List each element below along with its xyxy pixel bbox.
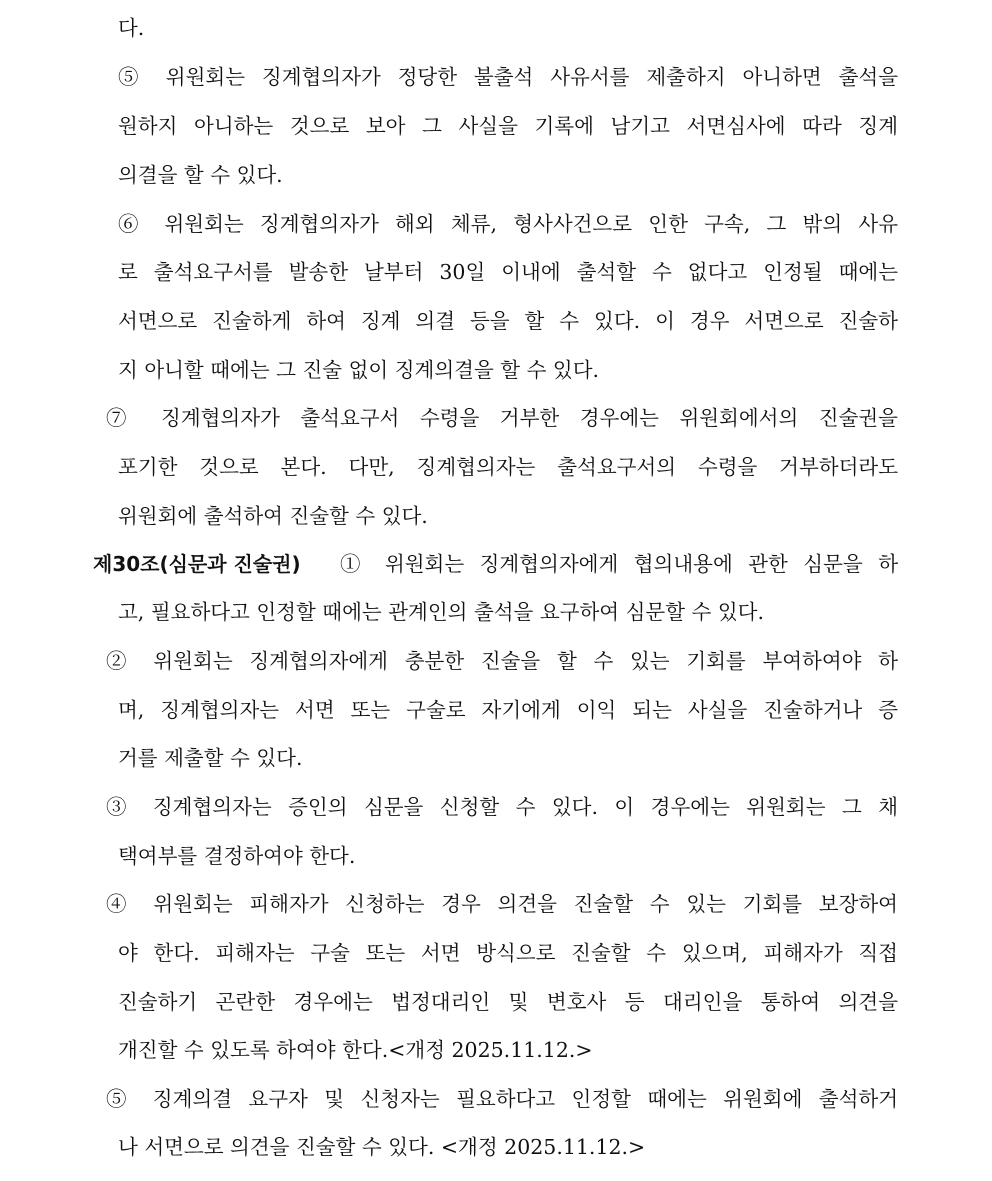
line-text: 서면으로 진술하게 하여 징계 의결 등을 할 수 있다. 이 경우 서면으로 진술하 xyxy=(118,309,898,333)
text-line xyxy=(0,106,992,146)
text-line xyxy=(0,982,992,1022)
line-text: ⑤ 위원회는 징계협의자가 정당한 불출석 사유서를 제출하지 아니하면 출석을 xyxy=(118,65,898,89)
line-text: 개진할 수 있도록 하여야 한다.<개정 2025.11.12.> xyxy=(118,1038,593,1062)
line-text: ② 위원회는 징계협의자에게 충분한 진술을 할 수 있는 기회를 부여하여야 하 xyxy=(106,649,898,673)
text-line xyxy=(0,1127,992,1167)
line-text: 택여부를 결정하여야 한다. xyxy=(118,844,356,868)
text-line xyxy=(0,496,992,536)
text-line xyxy=(0,447,992,487)
line-text: 거를 제출할 수 있다. xyxy=(118,746,303,770)
line-text: 며, 징계협의자는 서면 또는 구술로 자기에게 이익 되는 사실을 진술하거나 증 xyxy=(118,698,898,722)
line-text: 고, 필요하다고 인정할 때에는 관계인의 출석을 요구하여 심문할 수 있다. xyxy=(118,600,764,624)
line-text: ⑥ 위원회는 징계협의자가 해외 체류, 형사사건으로 인한 구속, 그 밖의 사유 xyxy=(118,212,898,236)
text-line xyxy=(0,933,992,973)
text-line xyxy=(0,738,992,778)
clause-5-line xyxy=(0,57,992,97)
line-text: 지 아니할 때에는 그 진술 없이 징계의결을 할 수 있다. xyxy=(118,358,600,382)
text-line xyxy=(0,8,992,48)
line-text: 다. xyxy=(118,16,145,40)
text-line xyxy=(0,252,992,292)
line-text: 원하지 아니하는 것으로 보아 그 사실을 기록에 남기고 서면심사에 따라 징계 xyxy=(118,114,898,138)
line-text: 위원회에 출석하여 진술할 수 있다. xyxy=(118,504,428,528)
clause-7-line xyxy=(0,398,992,438)
line-text: 포기한 것으로 본다. 다만, 징계협의자는 출석요구서의 수령을 거부하더라도 xyxy=(118,455,898,479)
text-line xyxy=(0,350,992,390)
clause-2-line xyxy=(0,641,992,681)
text-line xyxy=(0,592,992,632)
line-text: 나 서면으로 의견을 진술할 수 있다. <개정 2025.11.12.> xyxy=(118,1135,646,1159)
text-line xyxy=(0,155,992,195)
line-text: ⑤ 징계의결 요구자 및 신청자는 필요하다고 인정할 때에는 위원회에 출석하거 xyxy=(106,1087,898,1111)
line-text: 의결을 할 수 있다. xyxy=(118,163,283,187)
line-text: ④ 위원회는 피해자가 신청하는 경우 의견을 진술할 수 있는 기회를 보장하여 xyxy=(106,892,898,916)
line-text: 로 출석요구서를 발송한 날부터 30일 이내에 출석할 수 없다고 인정될 때에는 xyxy=(118,260,898,284)
clause-3-line xyxy=(0,787,992,827)
text-line xyxy=(0,690,992,730)
text-line xyxy=(0,1030,992,1070)
article-30-line xyxy=(0,544,992,584)
line-text: ① 위원회는 징계협의자에게 협의내용에 관한 심문을 하 xyxy=(340,552,898,576)
clause-5b-line xyxy=(0,1079,992,1119)
line-text: 야 한다. 피해자는 구술 또는 서면 방식으로 진술할 수 있으며, 피해자가 직접 xyxy=(118,941,898,965)
line-text: ⑦ 징계협의자가 출석요구서 수령을 거부한 경우에는 위원회에서의 진술권을 xyxy=(106,406,898,430)
line-text: 진술하기 곤란한 경우에는 법정대리인 및 변호사 등 대리인을 통하여 의견을 xyxy=(118,990,898,1014)
clause-4-line xyxy=(0,884,992,924)
article-heading: 제30조(심문과 진술권) xyxy=(93,552,301,576)
text-line xyxy=(0,836,992,876)
text-line xyxy=(0,301,992,341)
line-text: ③ 징계협의자는 증인의 심문을 신청할 수 있다. 이 경우에는 위원회는 그 채 xyxy=(106,795,898,819)
clause-6-line xyxy=(0,204,992,244)
